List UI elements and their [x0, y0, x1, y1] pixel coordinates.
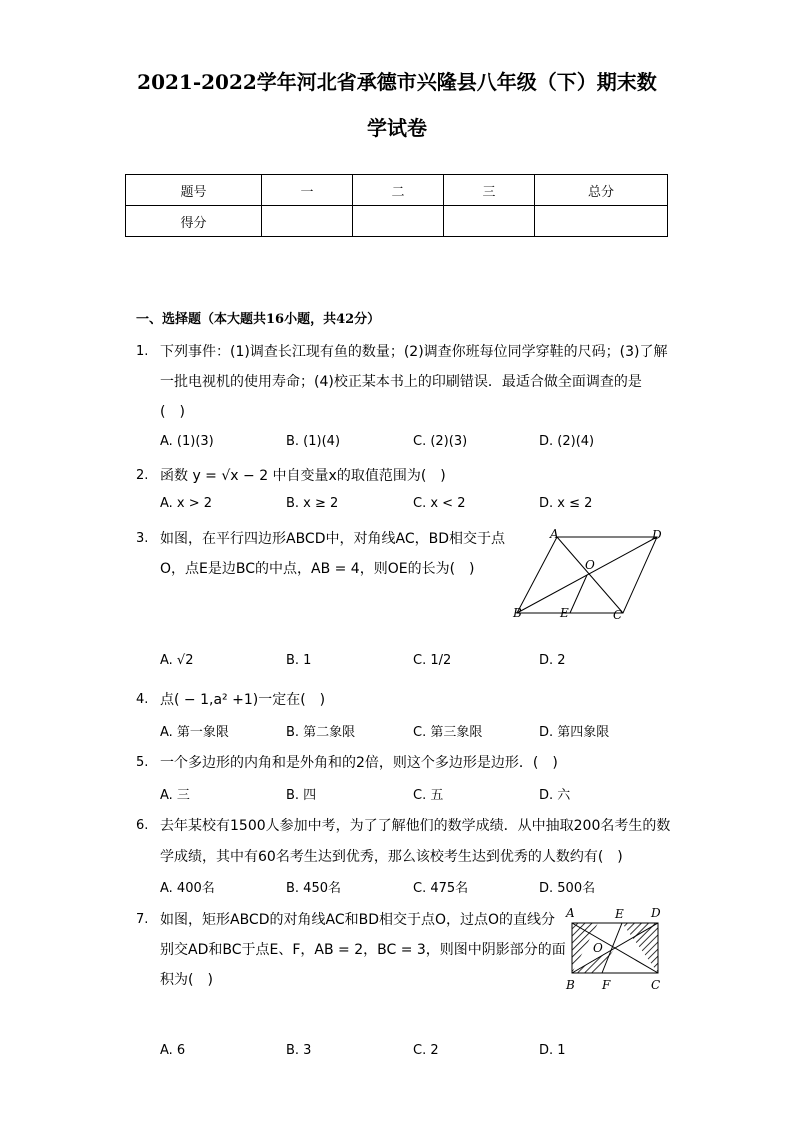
question-number: 5.	[136, 755, 149, 770]
exam-title-line-2: 学试卷	[367, 116, 427, 140]
score-table-header-row	[126, 175, 668, 206]
option-d[interactable]: D. 1	[539, 1043, 566, 1058]
option-b[interactable]: B. 1	[286, 653, 312, 668]
label-o: O	[585, 558, 595, 572]
option-a[interactable]: A. 400名	[160, 881, 215, 896]
option-a[interactable]: A. x > 2	[160, 496, 213, 511]
label-b: B	[566, 978, 575, 992]
label-c: C	[651, 978, 661, 992]
option-b[interactable]: B. (1)(4)	[286, 434, 341, 449]
score-table-score-row	[126, 206, 668, 237]
score-table	[125, 174, 668, 237]
label-f: F	[602, 978, 611, 992]
segment-oe	[570, 575, 587, 613]
parallelogram-figure	[505, 525, 670, 625]
question-text: 学成绩，其中有60名考生达到优秀，那么该校考生达到优秀的人数约有( )	[160, 849, 623, 865]
score-header-cell: 三	[444, 175, 535, 206]
shaded-triangle-right	[622, 923, 658, 973]
option-d[interactable]: D. 六	[539, 788, 571, 803]
option-b[interactable]: B. 第二象限	[286, 725, 356, 740]
question-text: 去年某校有1500人参加中考，为了了解他们的数学成绩．从中抽取200名考生的数	[160, 818, 671, 834]
option-b[interactable]: B. 四	[286, 788, 317, 803]
option-b[interactable]: B. 450名	[286, 881, 341, 896]
option-b[interactable]: B. 3	[286, 1043, 312, 1058]
option-c[interactable]: C. 1/2	[413, 653, 452, 668]
option-a[interactable]: A. 6	[160, 1043, 186, 1058]
question-number: 1.	[136, 344, 149, 359]
label-b: B	[513, 606, 522, 620]
question-number: 4.	[136, 692, 149, 707]
question-text: ( )	[160, 404, 185, 420]
score-cell[interactable]	[535, 206, 668, 237]
label-a: A	[566, 906, 575, 920]
score-header-cell: 题号	[126, 175, 262, 206]
option-c[interactable]: C. (2)(3)	[413, 434, 468, 449]
score-cell[interactable]	[444, 206, 535, 237]
label-e: E	[560, 606, 569, 620]
question-text: 别交AD和BC于点E、F，AB = 2，BC = 3，则图中阴影部分的面	[160, 942, 566, 958]
section-heading: 一、选择题（本大题共16小题，共42分）	[136, 312, 381, 327]
option-c[interactable]: C. 第三象限	[413, 725, 483, 740]
exam-title-line-1: 2021-2022学年河北省承德市兴隆县八年级（下）期末数	[137, 70, 657, 94]
label-e: E	[615, 907, 624, 921]
rectangle-figure	[562, 903, 672, 995]
option-d[interactable]: D. 500名	[539, 881, 596, 896]
question-number: 7.	[136, 912, 149, 927]
option-c[interactable]: C. x < 2	[413, 496, 466, 511]
option-d[interactable]: D. 2	[539, 653, 566, 668]
question-text: 函数 y = √x − 2 中自变量x的取值范围为( )	[160, 468, 446, 484]
question-text: O，点E是边BC的中点，AB = 4，则OE的长为( )	[160, 561, 475, 577]
score-cell[interactable]	[353, 206, 444, 237]
option-b[interactable]: B. x ≥ 2	[286, 496, 339, 511]
score-row-label: 得分	[126, 206, 262, 237]
label-o: O	[593, 941, 603, 955]
option-a[interactable]: A. 三	[160, 788, 190, 803]
question-number: 2.	[136, 468, 149, 483]
option-d[interactable]: D. x ≤ 2	[539, 496, 593, 511]
label-d: D	[652, 528, 662, 542]
question-text: 如图，在平行四边形ABCD中，对角线AC，BD相交于点	[160, 531, 505, 547]
option-d[interactable]: D. 第四象限	[539, 725, 610, 740]
option-a[interactable]: A. √2	[160, 653, 194, 668]
option-a[interactable]: A. (1)(3)	[160, 434, 214, 449]
option-d[interactable]: D. (2)(4)	[539, 434, 595, 449]
option-c[interactable]: C. 五	[413, 788, 444, 803]
option-c[interactable]: C. 2	[413, 1043, 439, 1058]
line-ef	[602, 923, 622, 973]
diagonal-ac	[557, 537, 623, 613]
question-text: 一批电视机的使用寿命；(4)校正某本书上的印刷错误．最适合做全面调查的是	[160, 374, 642, 390]
question-number: 3.	[136, 531, 149, 546]
score-header-cell: 总分	[535, 175, 668, 206]
score-header-cell: 一	[262, 175, 353, 206]
option-c[interactable]: C. 475名	[413, 881, 469, 896]
label-c: C	[613, 608, 623, 622]
label-d: D	[651, 906, 661, 920]
label-a: A	[550, 527, 559, 541]
question-number: 6.	[136, 818, 149, 833]
question-text: 积为( )	[160, 972, 213, 988]
question-text: 如图，矩形ABCD的对角线AC和BD相交于点O，过点O的直线分	[160, 912, 556, 928]
question-text: 下列事件：(1)调查长江现有鱼的数量；(2)调查你班每位同学穿鞋的尺码；(3)了解	[160, 344, 668, 360]
question-text: 一个多边形的内角和是外角和的2倍，则这个多边形是边形．( )	[160, 755, 558, 771]
question-text: 点( − 1,a² +1)一定在( )	[160, 692, 326, 708]
score-cell[interactable]	[262, 206, 353, 237]
option-a[interactable]: A. 第一象限	[160, 725, 229, 740]
score-header-cell: 二	[353, 175, 444, 206]
